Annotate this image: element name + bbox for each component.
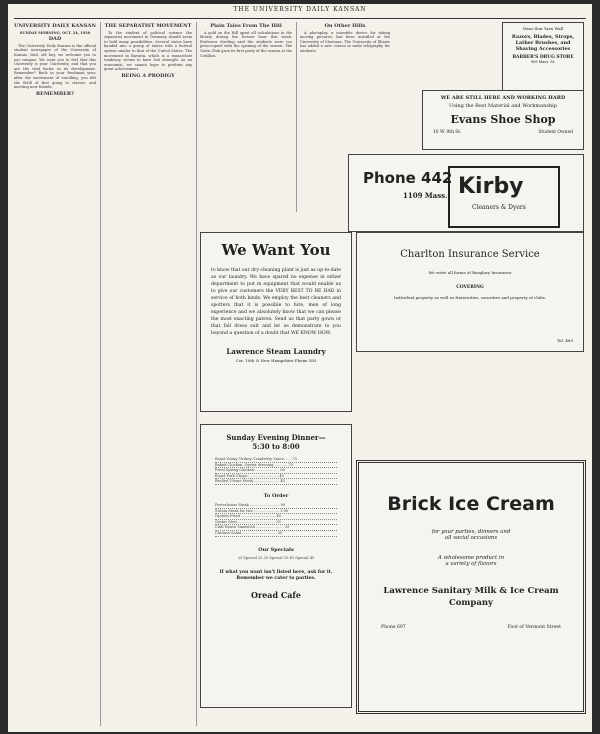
masthead: THE UNIVERSITY DAILY KANSAN: [233, 6, 367, 13]
menu-item: Porterhouse Steak .......................... 90: [215, 503, 337, 509]
heading-remember: REMEMBER?: [36, 90, 74, 97]
heading-prodigy: BEING A PRODIGY: [121, 72, 175, 79]
heading-dad: DAD: [48, 36, 62, 43]
evans-shoe-ad: [422, 90, 584, 150]
barber-name: BARBER'S DRUG STORE: [512, 55, 574, 60]
paper-title: UNIVERSITY DAILY KANSAN: [14, 23, 96, 29]
newspaper-page: [8, 4, 592, 732]
evans-address: 10 W. 9th St.: [433, 130, 462, 135]
ice-cream-firm: Lawrence Sanitary Milk & Ice Cream Company: [383, 586, 559, 608]
ice-cream-line1: for your parties, dinners and: [431, 529, 511, 535]
heading-plain-tales: Plain Tales From The Hill: [210, 23, 282, 29]
menu-item: Broiled T-bone Steak ...................... 45: [215, 479, 337, 485]
kirby-logo-sub: Cleaners & Dyers: [472, 204, 526, 211]
menu-item: Oysters Fried .............................. 45: [215, 514, 337, 520]
cafe-ad: [200, 424, 352, 708]
dinner-menu: [215, 457, 337, 485]
column-divider: [296, 22, 297, 212]
menu-item: Chicken Salad .............................. 35: [215, 531, 337, 537]
issue-date: SUNDAY MORNING, OCT. 24, 1920: [19, 30, 91, 35]
menu-item: Fried Spring Chicken ..................... 60: [215, 468, 337, 474]
menu-item: Sirloin Steak for two ...................... 1.00: [215, 509, 337, 515]
column-divider: [100, 22, 101, 726]
kirby-logo-text: Kirby: [458, 174, 524, 199]
kirby-logo: [448, 166, 560, 228]
insurance-name: Charlton Insurance Service: [400, 249, 540, 260]
evans-shop-name: Evans Shoe Shop: [450, 113, 556, 126]
kirby-phone: Phone 442: [363, 169, 453, 187]
insurance-body: Individual property as well as fraternities, sororities and property of clubs.: [393, 295, 547, 300]
laundry-ad: [200, 232, 352, 412]
evans-top-line: WE ARE STILL HERE AND WORKING HARD: [440, 95, 566, 101]
menu-item: Baked Chicken, Oyster dressing ........... 75: [215, 463, 337, 469]
ice-cream-address: Foot of Vermont Street: [507, 625, 561, 630]
insurance-tel: Tel. 489: [556, 338, 573, 343]
ice-cream-line2: all social occasions: [444, 535, 498, 541]
heading-separatist: THE SEPARATIST MOVEMENT: [104, 23, 192, 29]
dinner-time: 5:30 to 8:00: [252, 442, 300, 451]
dinner-order-menu: [215, 503, 337, 537]
ice-cream-title: Brick Ice Cream: [387, 493, 555, 515]
cafe-name: Oread Cafe: [251, 590, 301, 601]
other-hills-text: A photoplay, a scientific device for taking moving pictures, has been installed at the University of Montana. The University of Illinois has added a new course in radio telegraphy for students.: [300, 30, 390, 53]
barber-wear-label: Wear that Yarn Wall: [522, 26, 564, 31]
column-plain-tales: [200, 22, 292, 242]
laundry-firm: Lawrence Steam Laundry: [226, 347, 326, 356]
ice-cream-line3: A wholesome product in: [437, 555, 505, 561]
laundry-title: We Want You: [221, 241, 331, 259]
editorial-text: The University Daily Kansan is the official student newspaper of the University of Kansas. Dad, old boy, we welcome you to our campus. We want you to feel that this University is your University, and that you are the vital factor in its development. Remember? Back in your freshman year, after the excitement of enrolling, you felt the thrill of first going to classes, and meeting new friends.: [14, 43, 96, 90]
column-editorial: [14, 22, 96, 722]
dinner-specials-heading: Our Specials: [258, 546, 294, 553]
menu-item: Oyster Stew ................................ 35: [215, 520, 337, 526]
plain-tales-text: A gold on the Hill upset all calculations in the library during the lecture hour this week. Professor Sterling said the students were too preoccupied with the opening of the season. The Gown Club gave its first party of the season at the Cotillion.: [200, 30, 292, 58]
ice-cream-phone: Phone 697: [381, 625, 406, 630]
evans-sub-line: Using the Best Material and Workmanship: [449, 103, 557, 109]
dinner-order-heading: To Order: [263, 492, 289, 499]
dinner-footer: If what you want isn't listed here, ask for it. Remember we cater to parties.: [219, 570, 333, 582]
ice-cream-line4: a variety of flavors: [445, 561, 497, 567]
insurance-write: We write all forms of Burglary Insurance: [428, 270, 512, 275]
column-politics: [104, 22, 192, 722]
dinner-title: Sunday Evening Dinner—: [226, 433, 326, 442]
heading-other-hills: On Other Hills: [324, 23, 366, 29]
masthead-rule: [14, 18, 586, 19]
column-divider: [196, 22, 197, 726]
evans-owner: Student Owned: [538, 130, 573, 135]
laundry-body: to know that our dry-cleaning plant is just as up-to-date as our laundry. We have spared no expense in either department to put in equipment that would enable us to give our customers the VERY BEST TO BE HAD in service of both kinds. We employ the best cleaners and spotters that it is possible to hire, men of long experience and we absolutely know that we can please the most exacting patron. Send us that party gown or that fall dress suit and let us demonstrate to you beyond a question of a doubt that WE KNOW HOW.: [211, 268, 341, 336]
menu-item: Club House Sandwich ........................ 35: [215, 525, 337, 531]
dinner-specials-text: 25 Special 25 35 Special 35 45 Special 45: [237, 555, 315, 560]
column-other-hills: [300, 22, 390, 132]
laundry-address: Cor. 10th & New Hampshire Phone 383: [235, 358, 317, 363]
menu-item: Roast Young Turkey, Cranberry Sauce ..... 75: [215, 457, 337, 463]
insurance-ad: [356, 232, 584, 352]
menu-item: Roast Pork Chops .......................... 40: [215, 474, 337, 480]
ice-cream-ad: [356, 460, 586, 714]
barber-address: 909 Mass. St.: [530, 60, 556, 64]
kirby-address: 1109 Mass.: [403, 191, 448, 200]
insurance-covering: COVERING: [456, 285, 484, 290]
separatist-text: To the student of political science the separatist movement in Germany should seem to hold many possibilities. Several states have banded into a group of states with a federal system similar to that of the United States. The movement in Bavaria, which is a monarchist tendency, seems to have lost strength. As an economist, we cannot hope to perform any great achievement.: [104, 30, 192, 72]
barber-products: Razors, Blades, Strops, Lather Brushes, and Shaving Accessories: [511, 34, 575, 52]
barber-ad: [502, 22, 584, 92]
